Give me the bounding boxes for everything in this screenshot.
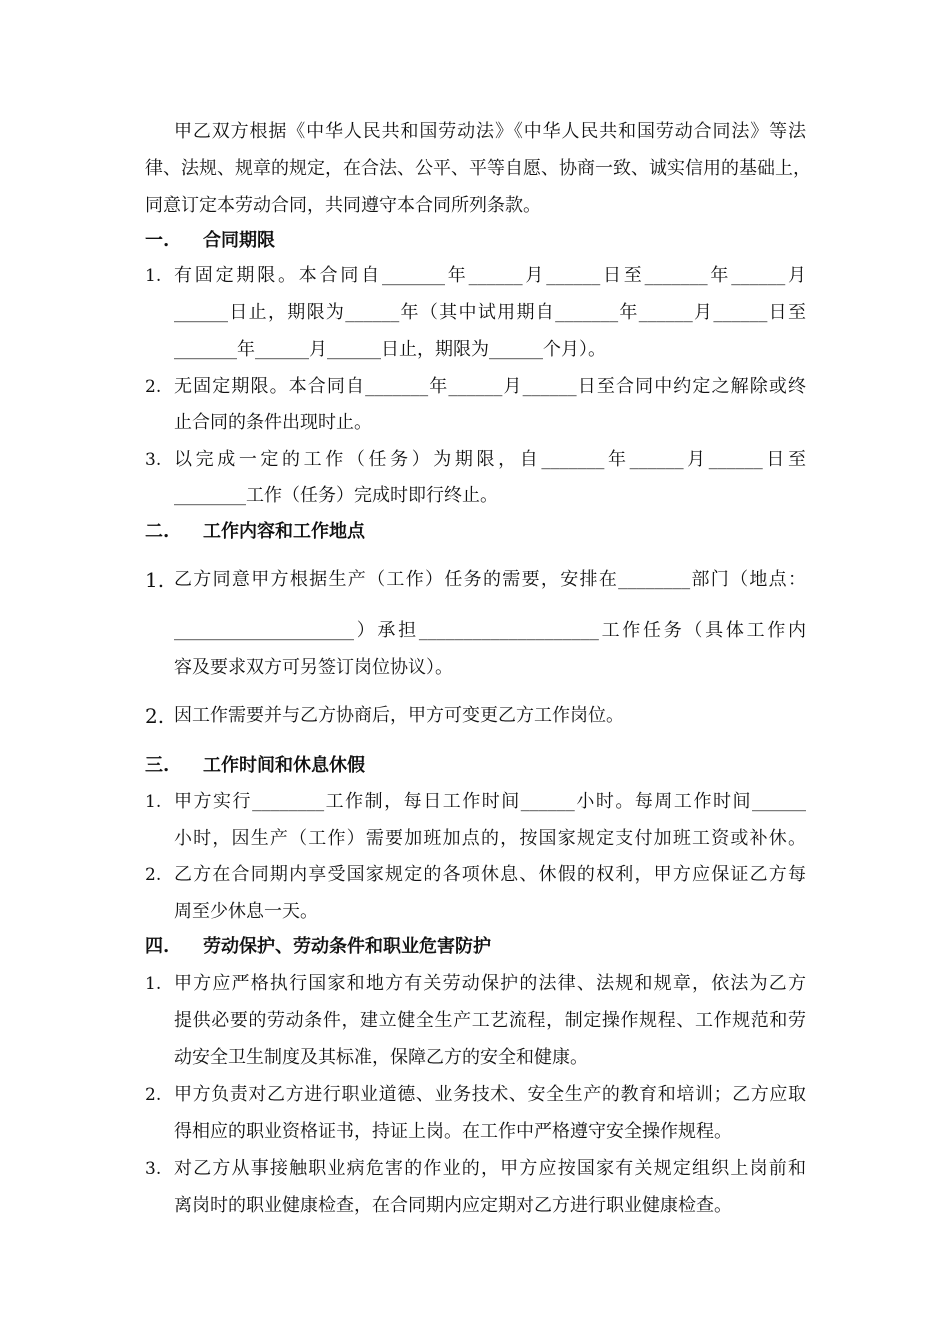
section-number: 二. — [145, 521, 170, 542]
section-title: 工作时间和休息休假 — [203, 755, 365, 776]
item-line: 容及要求双方可另签订岗位协议）。 — [174, 657, 453, 678]
item-line: 对乙方从事接触职业病危害的作业的，甲方应按国家有关规定组织上岗前和 — [174, 1158, 806, 1179]
intro-line: 律、法规、规章的规定，在合法、公平、平等自愿、协商一致、诚实信用的基础上， — [145, 158, 811, 179]
item-line: ________工作（任务）完成时即行终止。 — [174, 485, 498, 506]
section-title: 合同期限 — [203, 230, 275, 251]
section-number: 一. — [145, 230, 170, 251]
item-line: 因工作需要并与乙方协商后，甲方可变更乙方工作岗位。 — [174, 705, 624, 726]
intro-line: 甲乙双方根据《中华人民共和国劳动法》《中华人民共和国劳动合同法》等法 — [174, 121, 806, 142]
item-line: 无固定期限。本合同自_______年______月______日至合同中约定之解除或终 — [174, 376, 806, 397]
item-line: ______日止，期限为______年（其中试用期自_______年______月______日至 — [174, 302, 806, 323]
item-line: ____________________）承担____________________工作任务（具体工作内 — [174, 620, 806, 641]
item-number: 2. — [145, 1085, 162, 1105]
item-number: 2. — [145, 704, 165, 728]
item-number: 3. — [145, 1159, 162, 1179]
item-line: 乙方同意甲方根据生产（工作）任务的需要，安排在________部门（地点： — [174, 569, 806, 590]
item-line: 止合同的条件出现时止。 — [174, 412, 372, 433]
item-number: 1. — [145, 568, 165, 592]
item-number: 1. — [145, 266, 162, 286]
item-line: 离岗时的职业健康检查，在合同期内应定期对乙方进行职业健康检查。 — [174, 1195, 732, 1216]
item-line: 动安全卫生制度及其标准，保障乙方的安全和健康。 — [174, 1047, 588, 1068]
section-title: 工作内容和工作地点 — [203, 521, 365, 542]
item-number: 1. — [145, 792, 162, 812]
item-line: 得相应的职业资格证书，持证上岗。在工作中严格遵守安全操作规程。 — [174, 1121, 732, 1142]
section-number: 四. — [145, 936, 170, 957]
item-line: 小时，因生产（工作）需要加班加点的，按国家规定支付加班工资或补休。 — [174, 828, 806, 849]
item-line: 有固定期限。本合同自_______年______月______日至_______年______月 — [174, 265, 806, 286]
item-line: _______年______月______日止，期限为______个月）。 — [174, 339, 606, 360]
item-number: 2. — [145, 865, 162, 885]
item-line: 以完成一定的工作（任务）为期限，自_______年______月______日至 — [174, 449, 806, 470]
item-number: 1. — [145, 974, 162, 994]
item-number: 2. — [145, 377, 162, 397]
item-number: 3. — [145, 450, 162, 470]
section-number: 三. — [145, 755, 170, 776]
item-line: 提供必要的劳动条件，建立健全生产工艺流程，制定操作规程、工作规范和劳 — [174, 1010, 806, 1031]
section-title: 劳动保护、劳动条件和职业危害防护 — [203, 936, 491, 957]
intro-line: 同意订定本劳动合同，共同遵守本合同所列条款。 — [145, 195, 541, 216]
item-line: 周至少休息一天。 — [174, 901, 318, 922]
item-line: 乙方在合同期内享受国家规定的各项休息、休假的权利，甲方应保证乙方每 — [174, 864, 806, 885]
item-line: 甲方实行________工作制，每日工作时间______小时。每周工作时间______ — [174, 791, 806, 812]
item-line: 甲方应严格执行国家和地方有关劳动保护的法律、法规和规章，依法为乙方 — [174, 973, 806, 994]
item-line: 甲方负责对乙方进行职业道德、业务技术、安全生产的教育和培训；乙方应取 — [174, 1084, 806, 1105]
